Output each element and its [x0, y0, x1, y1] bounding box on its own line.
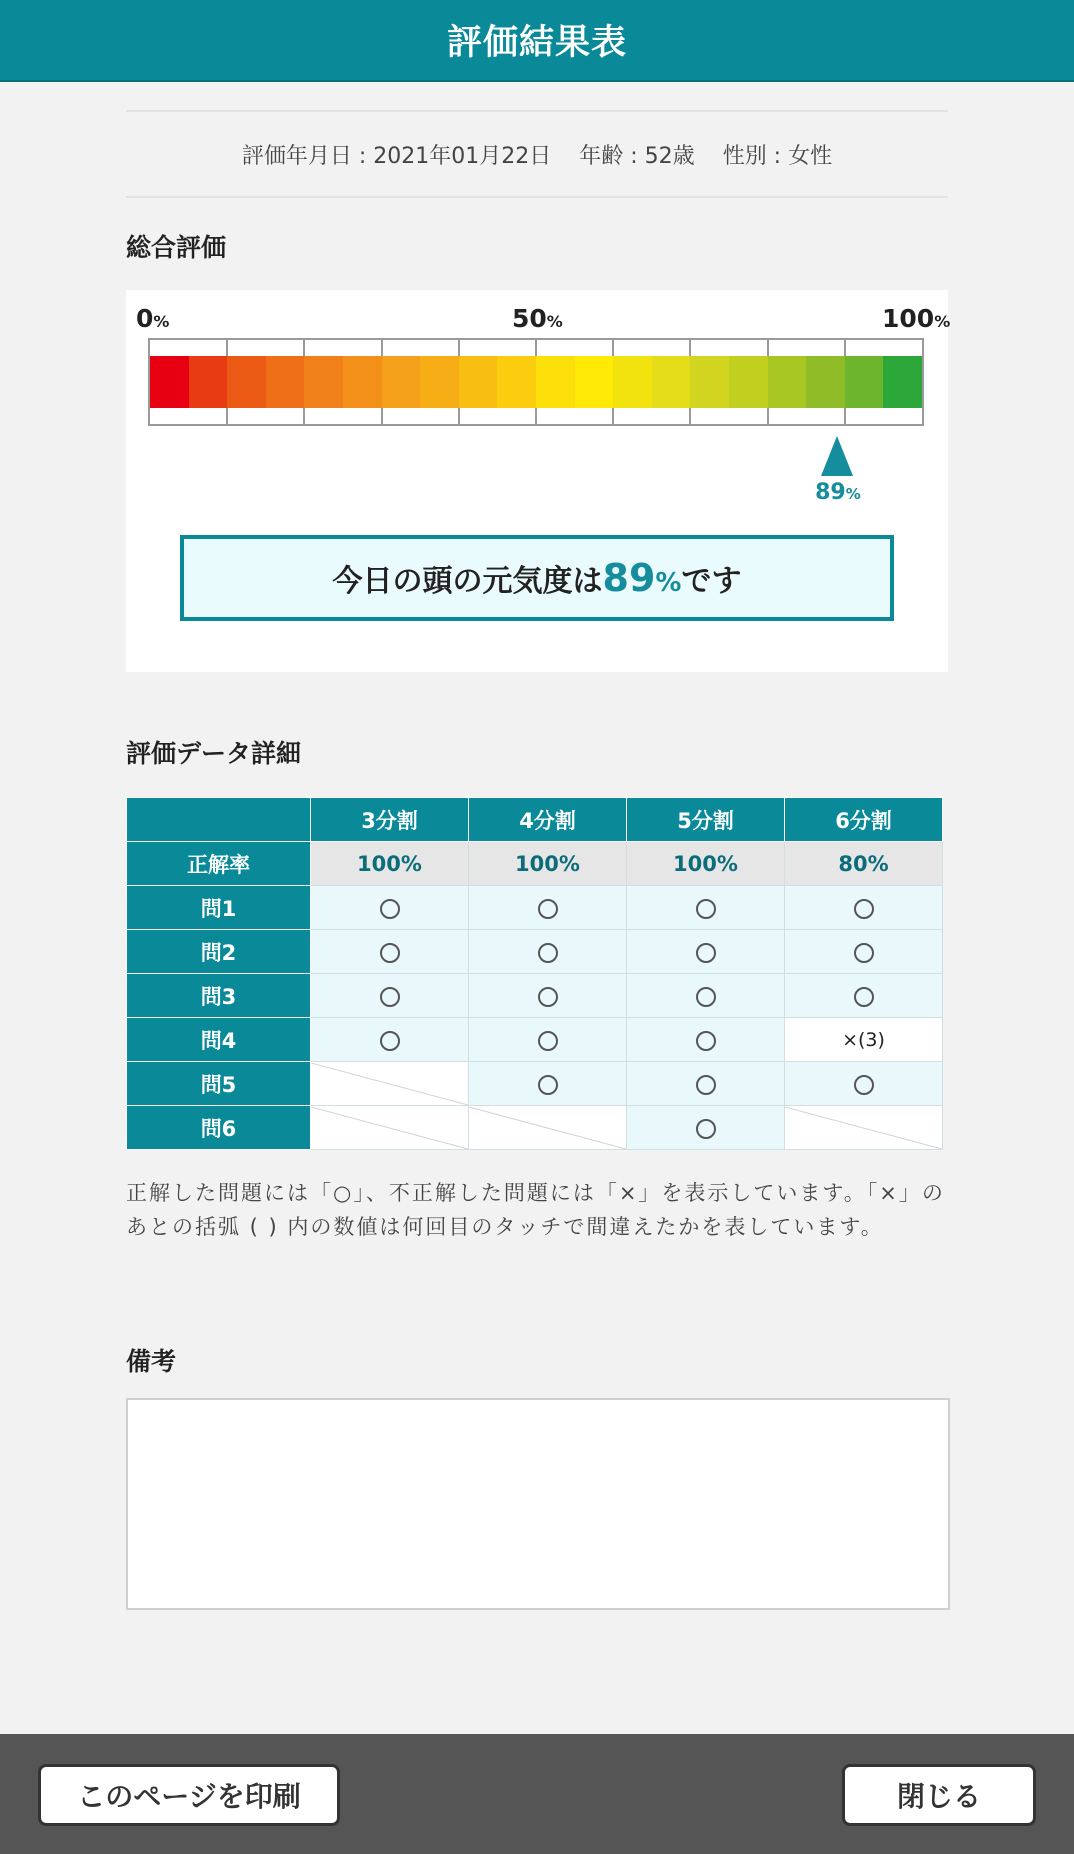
gauge-tick	[458, 340, 460, 356]
gauge-segment	[690, 356, 729, 408]
gauge-segment	[343, 356, 382, 408]
table-row	[127, 1018, 943, 1062]
correct-circle-icon	[696, 899, 716, 919]
incorrect-cell: ×(3)	[785, 1018, 943, 1062]
score-gauge	[148, 338, 924, 426]
gauge-tick	[689, 408, 691, 424]
correct-cell	[627, 974, 785, 1018]
correct-cell	[627, 1018, 785, 1062]
correct-cell	[311, 1018, 469, 1062]
correct-cell	[469, 886, 627, 930]
score-message: 今日の頭の元気度は 89% です	[180, 535, 894, 621]
correct-cell	[311, 930, 469, 974]
correct-circle-icon	[538, 899, 558, 919]
gauge-tick	[535, 340, 537, 356]
gauge-tick	[844, 340, 846, 356]
evaluation-detail-table	[126, 797, 943, 1150]
gauge-segment	[536, 356, 575, 408]
correct-cell	[627, 930, 785, 974]
question-label: 問2	[127, 930, 311, 974]
correct-circle-icon	[696, 1075, 716, 1095]
correct-circle-icon	[696, 1119, 716, 1139]
remarks-section-title: 備考	[126, 1347, 177, 1376]
gauge-tick	[767, 408, 769, 424]
close-button[interactable]: 閉じる	[842, 1764, 1036, 1826]
question-label: 問6	[127, 1106, 311, 1150]
remarks-textarea[interactable]	[126, 1398, 950, 1610]
gauge-segment	[459, 356, 498, 408]
gauge-tick	[381, 408, 383, 424]
gauge-tick	[458, 408, 460, 424]
sex: 性別 : 女性	[722, 143, 833, 169]
rate-row-label: 正解率	[127, 842, 311, 886]
gauge-tick	[303, 340, 305, 356]
scale-min-label: 0%	[136, 304, 170, 333]
correct-circle-icon	[538, 987, 558, 1007]
question-label: 問1	[127, 886, 311, 930]
scale-mid-label: 50%	[512, 304, 563, 333]
overall-section-title: 総合評価	[126, 233, 227, 262]
footer-bar	[0, 1734, 1074, 1854]
table-row	[127, 930, 943, 974]
correct-circle-icon	[696, 943, 716, 963]
diagonal-line-icon	[311, 1063, 468, 1105]
table-header-row	[127, 798, 943, 842]
page-header	[0, 0, 1074, 82]
gauge-tick	[612, 340, 614, 356]
gauge-tick	[381, 340, 383, 356]
correct-cell	[785, 1062, 943, 1106]
scale-max-label: 100%	[882, 304, 951, 333]
gauge-tick	[226, 340, 228, 356]
gauge-tick	[767, 340, 769, 356]
correct-circle-icon	[380, 987, 400, 1007]
gauge-segment	[883, 356, 922, 408]
correct-circle-icon	[854, 987, 874, 1007]
gauge-tick	[612, 408, 614, 424]
table-row	[127, 886, 943, 930]
gauge-segment	[420, 356, 459, 408]
gauge-tick	[303, 408, 305, 424]
overall-evaluation-panel	[126, 290, 951, 672]
correct-circle-icon	[854, 943, 874, 963]
gauge-color-bar	[150, 356, 922, 408]
score-pointer-icon	[821, 436, 853, 476]
correct-circle-icon	[854, 899, 874, 919]
not-applicable-cell	[311, 1062, 469, 1106]
correct-circle-icon	[380, 943, 400, 963]
gauge-segment	[150, 356, 189, 408]
diagonal-line-icon	[311, 1107, 468, 1149]
correct-cell	[627, 1062, 785, 1106]
gauge-tick	[844, 408, 846, 424]
table-row	[127, 1062, 943, 1106]
gauge-segment	[652, 356, 691, 408]
correct-cell	[785, 974, 943, 1018]
age: 年齢 : 52歳	[579, 143, 695, 169]
question-label: 問4	[127, 1018, 311, 1062]
gauge-segment	[768, 356, 807, 408]
rate-cell: 100%	[627, 842, 785, 886]
correct-cell	[785, 930, 943, 974]
not-applicable-cell	[311, 1106, 469, 1150]
column-header: 6分割	[785, 798, 943, 842]
score-value: 89%	[602, 556, 682, 600]
rate-cell: 80%	[785, 842, 943, 886]
gauge-segment	[382, 356, 421, 408]
question-label: 問3	[127, 974, 311, 1018]
not-applicable-cell	[469, 1106, 627, 1150]
page-title: 評価結果表	[446, 23, 627, 63]
correct-circle-icon	[538, 1031, 558, 1051]
column-header: 5分割	[627, 798, 785, 842]
table-row	[127, 1106, 943, 1150]
correct-cell	[469, 930, 627, 974]
evaluation-meta	[126, 110, 948, 198]
correct-circle-icon	[696, 987, 716, 1007]
correct-cell	[469, 1018, 627, 1062]
correct-circle-icon	[538, 943, 558, 963]
correct-cell	[627, 1106, 785, 1150]
rate-cell: 100%	[311, 842, 469, 886]
question-label: 問5	[127, 1062, 311, 1106]
correct-circle-icon	[538, 1075, 558, 1095]
gauge-segment	[304, 356, 343, 408]
gauge-segment	[266, 356, 305, 408]
table-corner	[127, 798, 311, 842]
column-header: 3分割	[311, 798, 469, 842]
gauge-segment	[227, 356, 266, 408]
correct-cell	[627, 886, 785, 930]
score-pointer-label: 89%	[815, 480, 861, 505]
correct-circle-icon	[380, 899, 400, 919]
gauge-segment	[189, 356, 228, 408]
gauge-tick	[226, 408, 228, 424]
gauge-tick	[689, 340, 691, 356]
gauge-segment	[613, 356, 652, 408]
rate-row	[127, 842, 943, 886]
gauge-segment	[497, 356, 536, 408]
correct-cell	[311, 886, 469, 930]
correct-cell	[469, 974, 627, 1018]
correct-cell	[785, 886, 943, 930]
result-legend-note: 正解した問題には「○」、不正解した問題には「×」を表示しています。「×」のあとの括弧 ( ) 内の数値は何回目のタッチで間違えたかを表しています。	[126, 1181, 945, 1239]
correct-circle-icon	[696, 1031, 716, 1051]
gauge-segment	[845, 356, 884, 408]
print-page-button[interactable]: このページを印刷	[38, 1764, 340, 1826]
rate-cell: 100%	[469, 842, 627, 886]
evaluation-date: 評価年月日 : 2021年01月22日	[241, 143, 552, 169]
table-row	[127, 974, 943, 1018]
not-applicable-cell	[785, 1106, 943, 1150]
gauge-tick	[535, 408, 537, 424]
correct-cell	[311, 974, 469, 1018]
correct-circle-icon	[854, 1075, 874, 1095]
column-header: 4分割	[469, 798, 627, 842]
diagonal-line-icon	[469, 1107, 626, 1149]
correct-cell	[469, 1062, 627, 1106]
diagonal-line-icon	[785, 1107, 942, 1149]
gauge-segment	[575, 356, 614, 408]
gauge-segment	[806, 356, 845, 408]
correct-circle-icon	[380, 1031, 400, 1051]
gauge-segment	[729, 356, 768, 408]
detail-section-title: 評価データ詳細	[126, 739, 302, 768]
